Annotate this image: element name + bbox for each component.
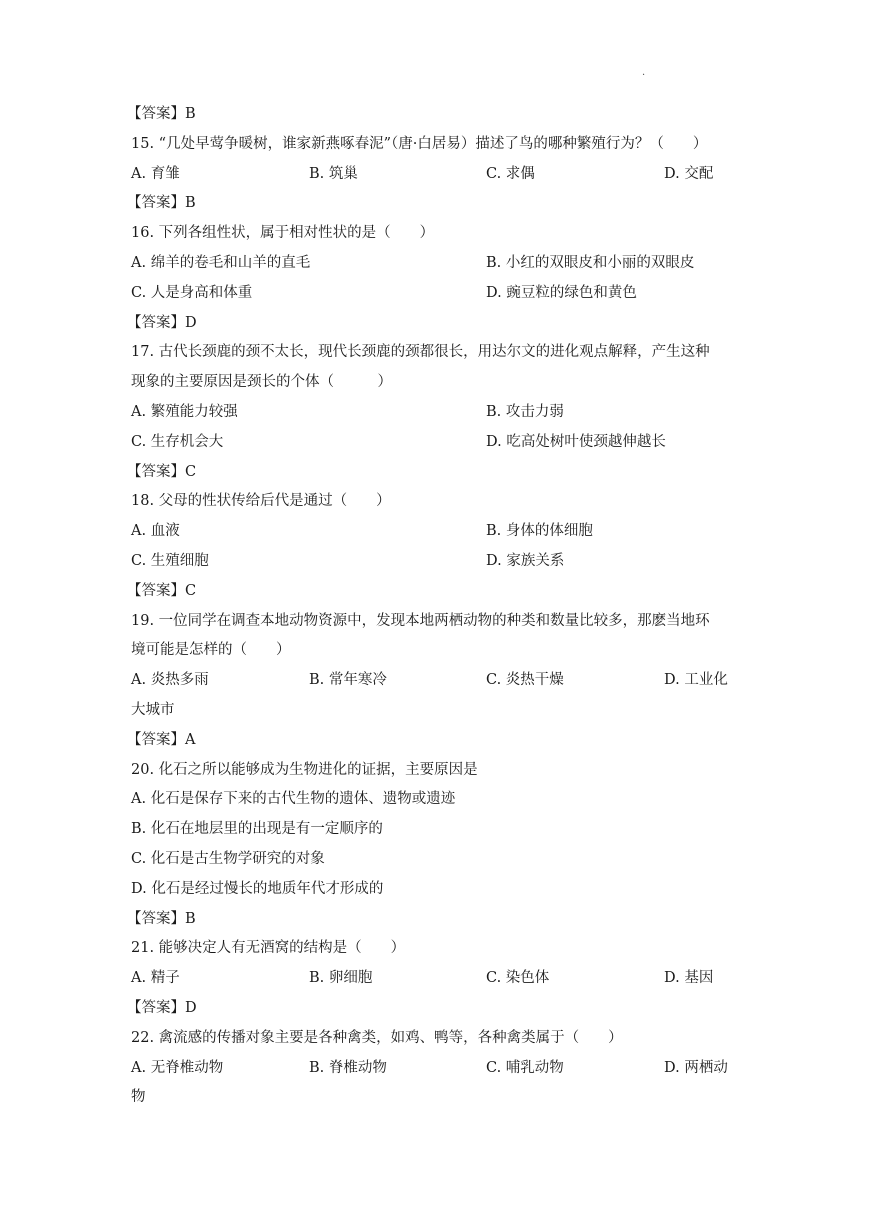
- answer-line: 【答案】C: [127, 582, 197, 599]
- option-choice: B. 身体的体细胞: [486, 523, 593, 540]
- option-choice: B. 小红的双眼皮和小丽的双眼皮: [486, 254, 695, 271]
- question-text-line: 19. 一位同学在调查本地动物资源中，发现本地两栖动物的种类和数量比较多，那麽当地环: [131, 612, 710, 629]
- question-text-line: 20. 化石之所以能够成为生物进化的证据，主要原因是: [131, 761, 478, 778]
- option-choice: A. 精子: [131, 970, 180, 987]
- question-text-line: 境可能是怎样的（ ）: [131, 642, 291, 659]
- option-choice: A. 绵羊的卷毛和山羊的直毛: [131, 254, 311, 271]
- option-choice: C. 染色体: [486, 970, 550, 987]
- options-row: [131, 279, 741, 309]
- option-choice: A. 育雏: [131, 165, 180, 182]
- option-choice: D. 两栖动: [664, 1059, 728, 1076]
- answer-line: 【答案】A: [127, 731, 196, 748]
- option-choice: D. 家族关系: [486, 552, 565, 569]
- option-choice: B. 脊椎动物: [309, 1059, 387, 1076]
- question-text-line: 大城市: [131, 701, 175, 718]
- option-choice: C. 哺乳动物: [486, 1059, 564, 1076]
- option-choice: A. 血液: [131, 523, 180, 540]
- option-choice: B. 攻击力弱: [486, 403, 564, 420]
- question-text-line: 15. “几处早莺争暖树，谁家新燕啄春泥”（唐·白居易）描述了鸟的哪种繁殖行为？（ ）: [131, 135, 708, 152]
- option-choice: A. 炎热多雨: [131, 672, 209, 689]
- options-row: [131, 249, 741, 279]
- document-body: [127, 100, 741, 1113]
- options-row: [131, 398, 741, 428]
- answer-line: 【答案】B: [127, 106, 196, 122]
- question-text-line: 现象的主要原因是颈长的个体（ ）: [131, 374, 392, 391]
- option-choice: C. 炎热干燥: [486, 672, 564, 689]
- question-text-line: 21. 能够决定人有无酒窝的结构是（ ）: [131, 940, 406, 957]
- option-choice: B. 筑巢: [309, 165, 358, 182]
- options-row: [131, 517, 741, 547]
- option-choice: C. 求偶: [486, 165, 535, 182]
- header-mark: ·: [642, 70, 646, 81]
- options-row: [131, 666, 741, 696]
- question-text-line: 22. 禽流感的传播对象主要是各种禽类，如鸡、鸭等，各种禽类属于（ ）: [131, 1029, 623, 1046]
- question-text-line: 16. 下列各组性状，属于相对性状的是（ ）: [131, 225, 435, 242]
- question-text-line: 物: [131, 1089, 146, 1106]
- options-row: [131, 964, 741, 994]
- question-text-line: B. 化石在地层里的出现是有一定顺序的: [131, 821, 383, 838]
- options-row: [131, 547, 741, 577]
- question-text-line: A. 化石是保存下来的古代生物的遗体、遗物或遗迹: [131, 791, 456, 808]
- options-row: [131, 160, 741, 190]
- option-choice: D. 工业化: [664, 672, 728, 689]
- option-choice: C. 生存机会大: [131, 433, 224, 450]
- answer-line: 【答案】D: [127, 314, 197, 331]
- option-choice: D. 交配: [664, 165, 714, 182]
- question-text-line: C. 化石是古生物学研究的对象: [131, 850, 325, 867]
- question-text-line: 17. 古代长颈鹿的颈不太长，现代长颈鹿的颈都很长，用达尔文的进化观点解释，产生这种: [131, 344, 710, 361]
- option-choice: B. 卵细胞: [309, 970, 373, 987]
- answer-line: 【答案】D: [127, 999, 197, 1016]
- question-text-line: 18. 父母的性状传给后代是通过（ ）: [131, 493, 391, 510]
- options-row: [131, 428, 741, 458]
- option-choice: A. 繁殖能力较强: [131, 403, 238, 420]
- question-text-line: D. 化石是经过慢长的地质年代才形成的: [131, 880, 384, 897]
- option-choice: D. 豌豆粒的绿色和黄色: [486, 284, 637, 301]
- option-choice: A. 无脊椎动物: [131, 1059, 224, 1076]
- answer-line: 【答案】B: [127, 910, 196, 927]
- option-choice: D. 吃高处树叶使颈越伸越长: [486, 433, 666, 450]
- option-choice: C. 生殖细胞: [131, 552, 209, 569]
- option-choice: D. 基因: [664, 970, 714, 987]
- answer-line: 【答案】B: [127, 195, 196, 212]
- options-row: [131, 1054, 741, 1084]
- option-choice: B. 常年寒冷: [309, 672, 387, 689]
- answer-line: 【答案】C: [127, 463, 197, 480]
- option-choice: C. 人是身高和体重: [131, 284, 253, 301]
